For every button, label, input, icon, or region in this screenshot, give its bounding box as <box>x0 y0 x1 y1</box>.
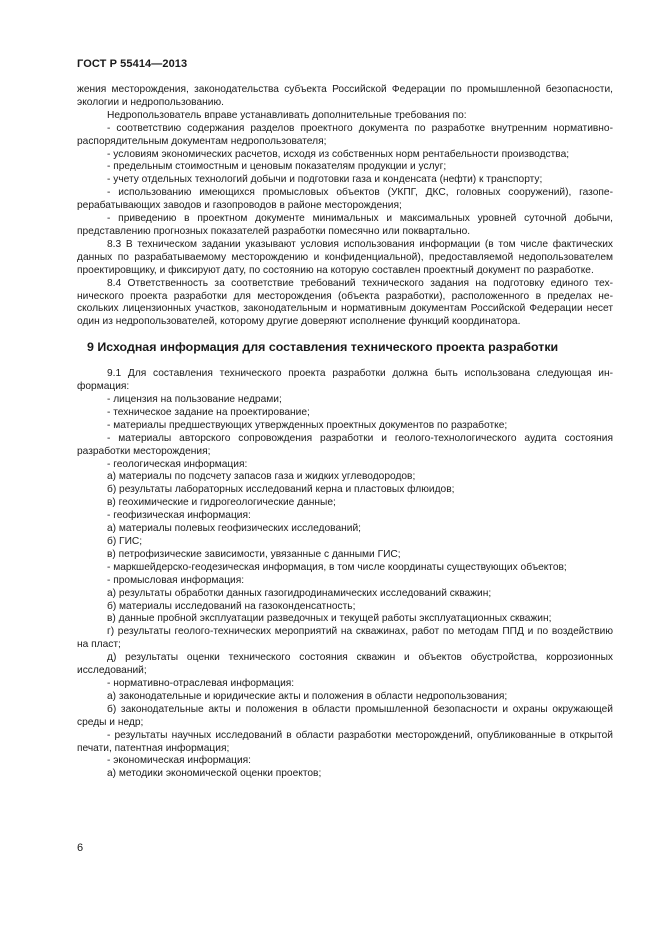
list-item: - промысловая информация: <box>107 574 245 586</box>
list-item: - использованию имеющихся промысловых объектов (УКПГ, ДКС, головных сооружений), газоперерабатывающих заводов и газопроводов в районе месторождения; <box>77 187 613 212</box>
section-heading: 9 Исходная информация для составления технического проекта разработки <box>87 340 559 355</box>
list-item: - геологическая информация: <box>107 458 248 470</box>
list-item: а) материалы полевых геофизических исследований; <box>107 523 361 535</box>
list-item: - предельным стоимостным и ценовым показателям продукции и услуг; <box>107 161 447 173</box>
list-item: б) результаты лабораторных исследований керна и пластовых флюидов; <box>107 484 455 496</box>
paragraph: жения месторождения, законодательства субъекта Российской Федерации по промышленной безопасности, экологии и недропользованию. <box>77 84 613 108</box>
list-item: а) результаты обработки данных газогидродинамических исследований скважин; <box>107 587 492 599</box>
list-item: а) законодательные и юридические акты и положения в области недропользования; <box>107 690 508 702</box>
clause-8-4: 8.4 Ответственность за соответствие требований технического задания на подготовку единого технического проекта разработки для месторождения (объекта разработки), расположенного в пределах нескольких лицензионных участков, законодательным и нормативным документам Российской Федерации несет один из недропользователей, которому другие доверяют исполнение функций координатора. <box>77 277 613 328</box>
list-item: - учету отдельных технологий добычи и подготовки газа и конденсата (нефти) к транспорту; <box>107 174 543 186</box>
list-item: д) результаты оценки технического состояния скважин и объектов обустройства, коррозионных исследований; <box>77 652 613 677</box>
list-item: - нормативно-отраслевая информация: <box>107 677 295 689</box>
list-item: а) методики экономической оценки проектов; <box>107 768 322 780</box>
clause-8-3: 8.3 В техническом задании указывают условия использования информации (в том числе фактических данных по разрабатываемому месторождению и конфиденциальной), предоставляемой недопользователем проектировщику, и фиксируют дату, по состоянию на которую составлен проектный документ по разработке. <box>77 238 613 276</box>
clause-9-1: 9.1 Для составления технического проекта разработки должна быть использована следующая информация: <box>77 368 613 393</box>
list-item: - соответствию содержания разделов проектного документа по разработке внутренним нормативно-распорядительным документам недропользователя; <box>77 122 613 147</box>
list-item: - материалы авторского сопровождения разработки и геолого-технологического аудита состояния разработки месторождения; <box>77 432 613 457</box>
list-item: - экономическая информация: <box>107 755 251 767</box>
list-item: а) материалы по подсчету запасов газа и жидких углеводородов; <box>107 471 416 483</box>
standard-designation: ГОСТ Р 55414—2013 <box>77 58 188 70</box>
list-item: - приведению в проектном документе минимальных и максимальных уровней суточной добычи, представлению прогнозных показателей разработки помесячно или поквартально. <box>77 213 613 237</box>
list-item: - геофизическая информация: <box>107 510 251 522</box>
document-body <box>77 84 613 781</box>
list-item: г) результаты геолого-технических мероприятий на скважинах, работ по методам ППД и по воздействию на пласт; <box>77 626 613 651</box>
list-item: - лицензия на пользование недрами; <box>107 394 282 406</box>
list-item: в) геохимические и гидрогеологические данные; <box>107 497 336 509</box>
list-item: - результаты научных исследований в области разработки месторождений, опубликованные в открытой печати, патентная информация; <box>77 729 613 754</box>
paragraph: Недропользователь вправе устанавливать дополнительные требования по: <box>107 109 467 121</box>
list-item: - техническое задание на проектирование; <box>107 406 310 418</box>
list-item: - условиям экономических расчетов, исходя из собственных норм рентабельности производства; <box>107 148 570 160</box>
list-item: б) ГИС; <box>107 536 143 547</box>
list-item: б) законодательные акты и положения в области промышленной безопасности и охраны окружающей среды и недр; <box>77 703 613 728</box>
list-item: в) данные пробной эксплуатации разведочных и текущей работы эксплуатационных скважин; <box>107 613 552 625</box>
page-number: 6 <box>77 842 84 854</box>
list-item: - материалы предшествующих утвержденных проектных документов по разработке; <box>107 419 508 431</box>
list-item: б) материалы исследований на газоконденсатность; <box>107 600 356 612</box>
list-item: - маркшейдерско-геодезическая информация, в том числе координаты существующих объектов; <box>107 561 567 573</box>
list-item: в) петрофизические зависимости, увязанные с данными ГИС; <box>107 548 401 560</box>
